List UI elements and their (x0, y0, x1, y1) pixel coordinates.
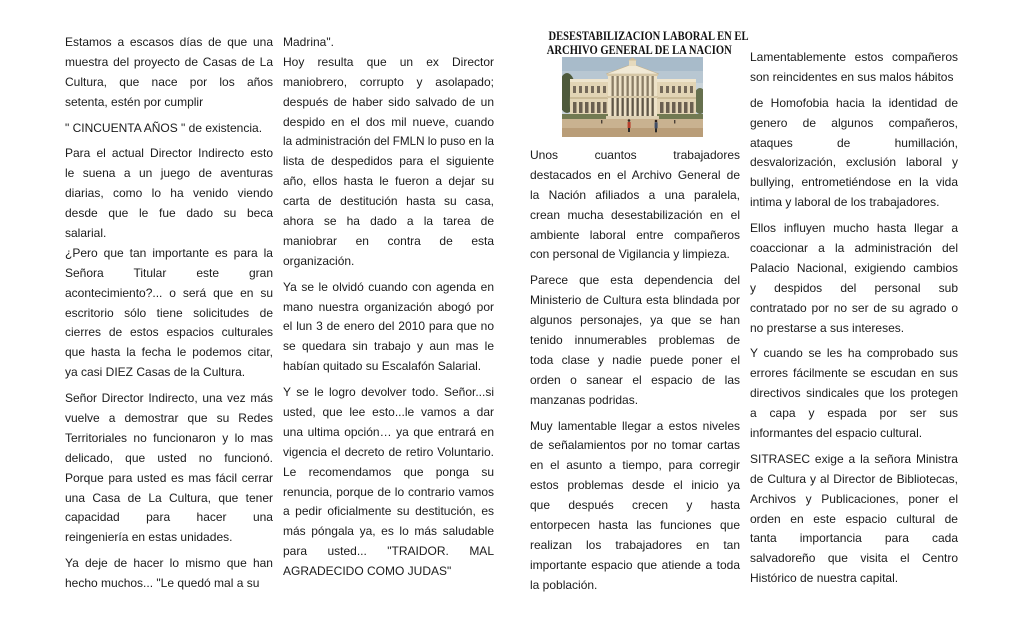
line (283, 252, 494, 272)
text-line: y despidos del personal sub (750, 280, 958, 295)
text-line: desde que le fue dado su beca (65, 206, 273, 221)
line (750, 173, 958, 193)
text-line: Unos cuantos trabajadores (530, 148, 740, 162)
line (530, 456, 740, 476)
line (65, 449, 273, 469)
text-line: Territoriales no funcionaron y lo mas (65, 430, 273, 445)
line (750, 384, 958, 404)
text-line: Y cuando se les ha comprobado sus (750, 346, 958, 361)
line (283, 443, 494, 463)
line (283, 483, 494, 503)
line (750, 319, 958, 339)
text-line: entorpecen hasta las funciones que (530, 518, 740, 533)
paragraph (750, 344, 958, 443)
text-line: mano nuestra organización abogó por (283, 299, 494, 314)
paragraph (65, 144, 273, 243)
text-line: el lun 3 de enero del 2010 para que no (283, 319, 494, 334)
text-line: muestra del proyecto de Casas de La (65, 54, 273, 69)
line (65, 73, 273, 93)
text-line: capacidad para hacer una (65, 510, 273, 525)
line (283, 192, 494, 212)
text-line: maniobrar en contra de esta (283, 233, 494, 248)
line (283, 357, 494, 377)
text-line: Lamentablemente estos compañeros (750, 50, 958, 64)
line (65, 53, 273, 73)
text-line: ahora se ha dado a la tarea de (283, 214, 494, 229)
text-line: Ya deje de hacer lo mismo que han (65, 556, 273, 571)
building-photo (562, 57, 703, 137)
text-line: ataques de humillación, (750, 135, 958, 150)
line (283, 522, 494, 542)
line (65, 409, 273, 429)
text-line: bullying, entrometiéndose en la vida (750, 175, 958, 190)
line (65, 184, 273, 204)
text-line: Señor Director Indirecto, una vez más (65, 391, 273, 406)
text-line: setenta, estén por cumplir (65, 94, 204, 109)
text-line: Muy lamentable llegar a estos niveles (530, 418, 740, 433)
line (65, 389, 273, 409)
line (283, 73, 494, 93)
line (283, 152, 494, 172)
text-line: Porque para usted es mas fácil cerrar (65, 470, 273, 485)
text-line: orden en este espacio cultural de (750, 511, 958, 526)
text-line: diarias, como lo ha venido viendo (65, 186, 273, 201)
line (750, 193, 958, 213)
text-line: " CINCUENTA AÑOS " de existencia. (65, 120, 263, 135)
line (65, 554, 273, 574)
text-line: desvalorización, exclusión laboral y (750, 155, 958, 170)
paragraph (65, 244, 273, 383)
line (750, 153, 958, 173)
text-line: manzanas podridas. (530, 392, 639, 407)
text-line: más póngala ya, es lo más saludable (283, 524, 494, 539)
line (530, 536, 740, 556)
text-column-3 (530, 146, 740, 596)
text-line: despido en el dos mil nueve, cuando (283, 114, 494, 129)
text-line: renuncia, porque de lo contrario vamos (283, 484, 494, 499)
text-line: destacados en el Archivo General de (530, 167, 740, 182)
text-line: acontecimiento?... o será que en su (65, 285, 273, 300)
text-line: son reincidentes en sus malos hábitos (750, 69, 954, 84)
line (530, 311, 740, 331)
line (750, 510, 958, 530)
line (750, 48, 958, 68)
text-line: Para el actual Director Indirecto esto (65, 146, 273, 161)
paragraph (65, 554, 273, 594)
text-line: Histórico de nuestra capital. (750, 571, 899, 586)
line (530, 576, 740, 596)
paragraph (530, 146, 740, 265)
text-line: contratado por no ser de su agrado o (750, 300, 958, 315)
article-title-line: DESESTABILIZACION LABORAL EN EL (548, 29, 749, 43)
line (283, 542, 494, 562)
text-line: en el asunto a tiempo, para corregir (530, 458, 740, 473)
line (750, 529, 958, 549)
line (530, 146, 740, 166)
paragraph (530, 417, 740, 596)
text-line: de Homofobia hacia la identidad de (750, 95, 958, 110)
text-line: delicado, que usted no funcionó. (65, 450, 273, 465)
line (65, 323, 273, 343)
text-line: reingeniería en estas unidades. (65, 530, 233, 545)
line (283, 113, 494, 133)
text-line: maniobrero, corrupto y asolapado; (283, 74, 494, 89)
text-line: la población. (530, 577, 598, 592)
text-line: Estamos a escasos días de que una (65, 35, 273, 49)
text-line: Madrina". (283, 35, 334, 49)
line (283, 53, 494, 73)
text-line: a pedir oficialmente su destitución, es (283, 504, 494, 519)
text-line: que hasta la fecha le podemos citar, (65, 345, 273, 360)
line (750, 450, 958, 470)
text-line: a capa y espada por ser sus (750, 406, 958, 421)
text-line: Ya se le olvidó cuando con agenda en (283, 279, 494, 294)
text-column-4 (750, 48, 958, 589)
line (283, 502, 494, 522)
text-line: ya casi DIEZ Casas de la Cultura. (65, 365, 246, 380)
text-line: la Nación afiliados a una paralela, (530, 187, 740, 202)
line (750, 470, 958, 490)
line (283, 423, 494, 443)
paragraph (283, 53, 494, 272)
line (283, 337, 494, 357)
line (750, 114, 958, 134)
text-line: informantes del espacio cultural. (750, 426, 923, 441)
line (530, 206, 740, 226)
line (530, 556, 740, 576)
text-line: usted, que lee esto...le vamos a dar (283, 405, 494, 420)
line (530, 166, 740, 186)
text-line: Hoy resulta que un ex Director (283, 54, 494, 69)
line (65, 144, 273, 164)
text-line: tanta importancia para cada (750, 531, 958, 546)
line (750, 94, 958, 114)
paragraph (750, 94, 958, 213)
line (65, 429, 273, 449)
line (65, 204, 273, 224)
text-line: Cultura, que nace por los años (65, 74, 273, 89)
line (530, 516, 740, 536)
text-line: intima y laboral de los trabajadores. (750, 195, 940, 210)
text-line: después de haber sido salvado de un (283, 94, 494, 109)
paragraph (283, 33, 494, 53)
text-line: genero de algunos compañeros, (750, 115, 958, 130)
line (530, 226, 740, 246)
line (65, 304, 273, 324)
line (65, 264, 273, 284)
line (750, 279, 958, 299)
paragraph (750, 219, 958, 338)
text-line: una ultima opción… ya que entrará en (283, 424, 494, 439)
line (283, 403, 494, 423)
line (65, 119, 273, 139)
text-line: de Cultura y al Director de Bibliotecas, (750, 471, 958, 486)
paragraph (750, 48, 958, 88)
text-line: salarial. (65, 226, 107, 241)
paragraph (65, 33, 273, 113)
line (530, 245, 740, 265)
text-column-2 (283, 33, 494, 582)
paragraph (750, 450, 958, 589)
line (65, 224, 273, 244)
text-line: carta de destitución hasta su casa, (283, 194, 494, 209)
line (530, 496, 740, 516)
text-line: vigencia el decreto de retiro Voluntario. (283, 444, 494, 459)
text-line: SITRASEC exige a la señora Ministra (750, 451, 958, 466)
line (283, 278, 494, 298)
line (65, 508, 273, 528)
text-line: importante espacio que atiende a toda (530, 557, 740, 572)
paragraph (65, 389, 273, 548)
text-line: salvadoreño que visita el Centro (750, 551, 958, 566)
text-line: Ministerio de Cultura esta blindada por (530, 293, 740, 308)
text-line: realizan los trabajadores en tan (530, 537, 740, 552)
line (65, 33, 273, 53)
paragraph (283, 278, 494, 377)
article-title-line: ARCHIVO GENERAL DE LA NACION (546, 43, 732, 57)
line (65, 244, 273, 264)
article-title-row (530, 29, 749, 43)
line (65, 469, 273, 489)
article-title-row (530, 43, 740, 57)
line (65, 363, 273, 383)
text-line: Señora Titular este gran (65, 265, 273, 280)
line (750, 299, 958, 319)
line (65, 164, 273, 184)
line (530, 271, 740, 291)
building-photo-image (562, 57, 703, 137)
line (530, 371, 740, 391)
text-line: para usted... "TRAIDOR. MAL (283, 544, 494, 559)
text-line: hecho muchos... "Le quedó mal a su (65, 576, 260, 591)
line (283, 317, 494, 337)
text-line: de señalamientos por no tomar cartas (530, 438, 740, 453)
line (283, 463, 494, 483)
line (283, 383, 494, 403)
text-line: tenido innumerables problemas de (530, 333, 740, 348)
text-line: Ellos influyen mucho hasta llegar a (750, 221, 958, 236)
text-line: se quedara sin trabajo y aun mas le (283, 339, 494, 354)
line (65, 93, 273, 113)
line (283, 298, 494, 318)
line (750, 549, 958, 569)
text-line: AGRADECIDO COMO JUDAS" (283, 564, 452, 579)
paragraph (65, 119, 273, 139)
text-line: coaccionar a la administración del (750, 241, 958, 256)
text-line: escritorio sólo tiene solicitudes de (65, 305, 273, 320)
text-line: ¿Pero que tan importante es para la (65, 245, 273, 260)
text-line: organización. (283, 253, 355, 268)
paragraph (283, 383, 494, 582)
text-line: Palacio Nacional, exigiendo cambios (750, 260, 958, 275)
text-line: algunos personajes, ya que se han (530, 313, 740, 328)
text-line: con personal de Vigilancia y limpieza. (530, 247, 730, 262)
line (530, 186, 740, 206)
line (65, 343, 273, 363)
line (65, 528, 273, 548)
line (530, 391, 740, 411)
line (283, 172, 494, 192)
text-line: la administración del FMLN lo puso en la (283, 134, 494, 149)
line (750, 134, 958, 154)
text-line: Y se le logro devolver todo. Señor...si (283, 385, 494, 400)
line (530, 291, 740, 311)
line (65, 284, 273, 304)
text-line: año, ellos hasta le fueron a dejar su (283, 174, 494, 189)
text-line: cierres de estos espacios culturales (65, 325, 273, 340)
line (530, 331, 740, 351)
text-line: Le recomendamos que ponga su (283, 464, 494, 479)
line (750, 364, 958, 384)
text-line: estos problemas desde el inicio ya (530, 478, 740, 493)
text-line: vuelve a demostrar que su Redes (65, 411, 273, 426)
line (283, 33, 494, 53)
text-line: ambiente laboral entre compañeros (530, 227, 740, 242)
line (283, 212, 494, 232)
line (283, 132, 494, 152)
line (750, 259, 958, 279)
text-line: orden o sanear el espacio de las (530, 372, 740, 387)
text-line: crean mucha desestabilización en el (530, 207, 740, 222)
text-line: errores fácilmente se escudan en sus (750, 366, 958, 381)
line (530, 351, 740, 371)
text-line: Archivos y Publicaciones, poner el (750, 491, 958, 506)
text-line: una Casa de La Cultura, que tener (65, 490, 273, 505)
text-line: lista de despedidos para el siguiente (283, 154, 494, 169)
text-line: que después crecen y hasta (530, 498, 740, 513)
line (283, 562, 494, 582)
article-title (530, 29, 749, 57)
line (283, 93, 494, 113)
line (530, 417, 740, 437)
text-line: directivos sindicales que los protegen (750, 386, 958, 401)
line (750, 344, 958, 364)
line (750, 68, 958, 88)
line (530, 436, 740, 456)
line (65, 489, 273, 509)
line (530, 476, 740, 496)
line (750, 404, 958, 424)
text-line: no prestarse a sus intereses. (750, 320, 905, 335)
text-line: habían quitado su Escalafón Salarial. (283, 359, 482, 374)
line (65, 574, 273, 594)
line (750, 569, 958, 589)
line (283, 232, 494, 252)
text-line: toda clase y nadie puede poner el (530, 352, 740, 367)
line (750, 219, 958, 239)
text-column-1 (65, 33, 273, 594)
line (750, 239, 958, 259)
text-line: le suena a un juego de aventuras (65, 166, 273, 181)
paragraph (530, 271, 740, 410)
line (750, 424, 958, 444)
line (750, 490, 958, 510)
text-line: Parece que esta dependencia del (530, 273, 740, 288)
